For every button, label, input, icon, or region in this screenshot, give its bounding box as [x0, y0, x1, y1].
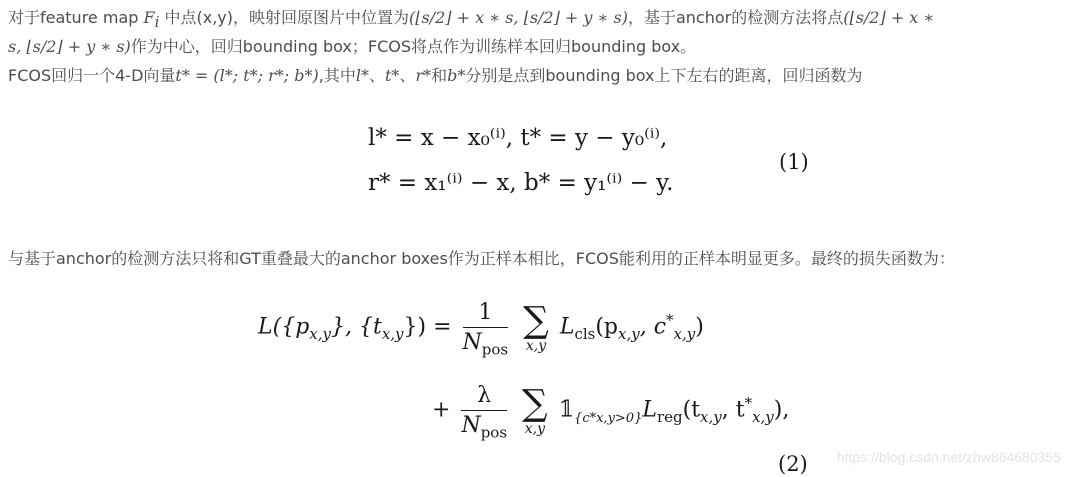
text: 分别是点到bounding box上下左右的距离，回归函数为 — [465, 66, 863, 85]
star: * — [744, 394, 753, 413]
sum-operator-1 — [523, 299, 549, 354]
equation-1-number: (1) — [779, 150, 809, 174]
sub: x,y — [618, 324, 640, 343]
frac-den — [461, 411, 508, 442]
text: ,其中 — [318, 66, 356, 85]
text: FCOS回归一个4-D向量 — [8, 66, 176, 85]
L-reg: L — [642, 397, 657, 423]
lhs-end: }) = — [403, 314, 452, 340]
L-cls: L — [559, 314, 575, 340]
sub: x,y — [700, 407, 722, 426]
fraction-1 — [462, 300, 509, 359]
pos: pos — [481, 340, 509, 359]
close: ), — [773, 397, 790, 423]
sum-sub: x,y — [524, 420, 546, 437]
text: 和 — [431, 66, 448, 85]
indicator-sub: {c*x,y>0} — [574, 410, 643, 426]
sum-operator-2 — [522, 382, 548, 437]
sigma-icon: ∑ — [522, 382, 548, 424]
sigma-icon: ∑ — [523, 299, 549, 341]
paragraph-3: 与基于anchor的检测方法只将和GT重叠最大的anchor boxes作为正样本相比，FCOS能利用的正样本明显更多。最终的损失函数为： — [8, 249, 955, 268]
fraction-2 — [461, 383, 508, 442]
args2: , c — [639, 314, 667, 340]
N: N — [461, 413, 481, 438]
math-F-sub: i — [154, 13, 160, 32]
pos: pos — [480, 423, 508, 442]
sum-sub: x,y — [525, 337, 547, 354]
paragraph-2 — [8, 61, 863, 90]
frac-num: 1 — [463, 300, 509, 328]
sub: x,y — [673, 324, 696, 343]
sub: x,y — [752, 407, 774, 426]
equation-1-line-2: r* = x₁⁽ⁱ⁾ − x, b* = y₁⁽ⁱ⁾ − y. — [368, 170, 674, 196]
star: * — [666, 311, 674, 330]
math-position: (⌊s/2⌋ + x ∗ s, ⌊s/2⌋ + y ∗ s) — [409, 8, 628, 27]
text: 中点(x,y)，映射回原图片中位置为 — [159, 8, 410, 27]
paragraph-1-line-2 — [8, 32, 696, 61]
N: N — [462, 330, 482, 355]
sub: x,y — [309, 324, 331, 343]
args2: , t — [721, 397, 745, 423]
math-position-2a: (⌊s/2⌋ + x ∗ — [843, 8, 935, 27]
args: (t — [682, 397, 701, 423]
lhs-mid: }, {t — [330, 314, 382, 340]
sub: x,y — [381, 324, 404, 343]
frac-num-lambda: λ — [461, 383, 507, 411]
math-vector-t: t* = (l*; t*; r*; b*) — [175, 66, 319, 85]
text: 、 — [368, 66, 385, 85]
math-t: t* — [385, 66, 400, 85]
args: (p — [595, 314, 619, 340]
args-open — [595, 315, 618, 340]
frac-den — [462, 328, 509, 359]
text: ，基于anchor的检测方法将点 — [627, 8, 844, 27]
math-b: b* — [447, 66, 466, 85]
text: 、 — [399, 66, 416, 85]
watermark: https://blog.csdn.net/zhw864680355 — [836, 449, 1061, 465]
text: 对于feature map — [8, 8, 144, 27]
math-l: l* — [355, 66, 369, 85]
reg: reg — [656, 407, 683, 426]
equation-2-number: (2) — [778, 452, 808, 476]
math-F: F — [143, 8, 155, 27]
equation-2-line-2 — [432, 382, 790, 442]
equation-1-line-1: l* = x − x₀⁽ⁱ⁾, t* = y − y₀⁽ⁱ⁾, — [368, 125, 668, 151]
equation-2-line-1 — [258, 299, 704, 359]
plus: + — [432, 397, 451, 423]
indicator-symbol: 𝟙 — [558, 397, 575, 423]
loss-symbol: L({p — [258, 314, 310, 340]
text: 作为中心，回归bounding box；FCOS将点作为训练样本回归bounding box。 — [130, 37, 697, 56]
math-r: r* — [415, 66, 432, 85]
math-position-2b: s, ⌊s/2⌋ + y ∗ s) — [8, 37, 131, 56]
paragraph-1-line-1 — [8, 3, 934, 32]
close: ) — [695, 314, 704, 340]
cls: cls — [574, 324, 596, 343]
